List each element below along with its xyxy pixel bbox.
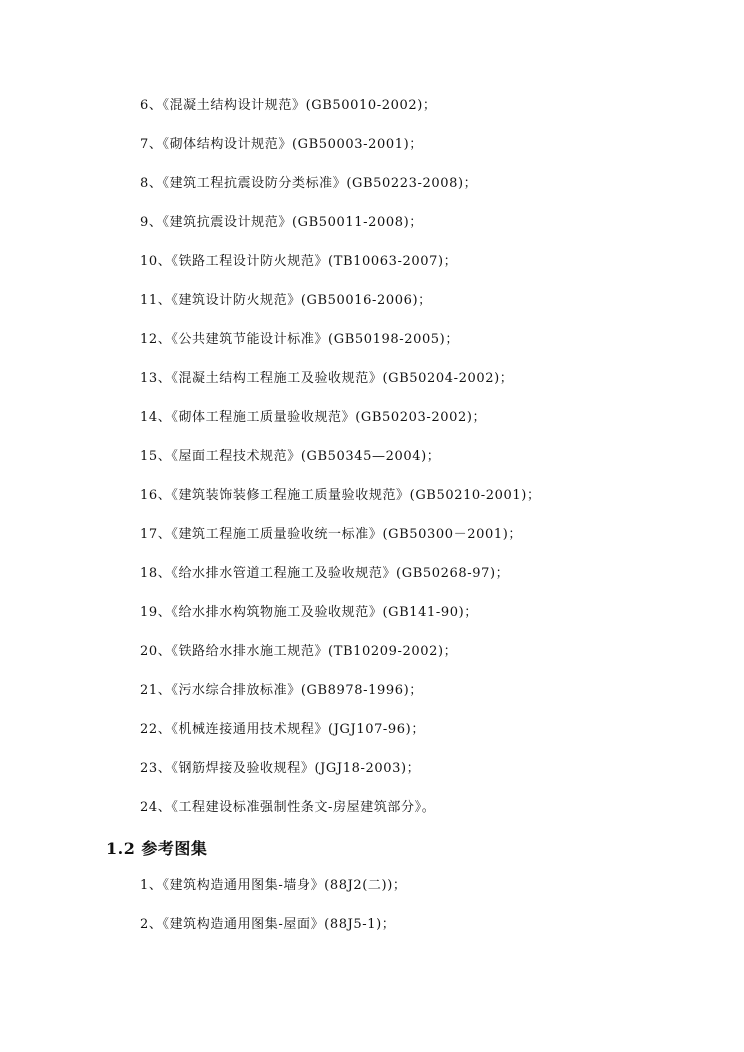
list-item: 2、《建筑构造通用图集-屋面》(88J5-1)； [140, 917, 396, 932]
list-item: 17、《建筑工程施工质量验收统一标准》(GB50300－2001)； [140, 527, 522, 542]
list-item: 19、《给水排水构筑物施工及验收规范》(GB141-90)； [140, 605, 478, 620]
list-item: 1、《建筑构造通用图集-墙身》(88J2(二))； [140, 878, 407, 893]
section-heading: 1.2 参考图集 [106, 839, 208, 858]
list-item: 12、《公共建筑节能设计标准》(GB50198-2005)； [140, 332, 459, 347]
list-item: 22、《机械连接通用技术规程》(JGJ107-96)； [140, 722, 425, 737]
list-item: 7、《砌体结构设计规范》(GB50003-2001)； [140, 137, 423, 152]
list-item: 16、《建筑装饰装修工程施工质量验收规范》(GB50210-2001)； [140, 488, 541, 503]
list-item: 24、《工程建设标准强制性条文-房屋建筑部分》。 [140, 800, 436, 815]
list-item: 6、《混凝土结构设计规范》(GB50010-2002)； [140, 98, 437, 113]
list-item: 20、《铁路给水排水施工规范》(TB10209-2002)； [140, 644, 458, 659]
list-item: 15、《屋面工程技术规范》(GB50345—2004)； [140, 449, 441, 464]
standards-list [140, 96, 730, 837]
list-item: 11、《建筑设计防火规范》(GB50016-2006)； [140, 293, 432, 308]
list-item: 10、《铁路工程设计防火规范》(TB10063-2007)； [140, 254, 458, 269]
list-item: 8、《建筑工程抗震设防分类标准》(GB50223-2008)； [140, 176, 478, 191]
list-item: 9、《建筑抗震设计规范》(GB50011-2008)； [140, 215, 423, 230]
list-item: 21、《污水综合排放标准》(GB8978-1996)； [140, 683, 423, 698]
list-item: 14、《砌体工程施工质量验收规范》(GB50203-2002)； [140, 410, 487, 425]
reference-atlas-list [140, 876, 730, 954]
list-item: 18、《给水排水管道工程施工及验收规范》(GB50268-97)； [140, 566, 510, 581]
list-item: 13、《混凝土结构工程施工及验收规范》(GB50204-2002)； [140, 371, 514, 386]
list-item: 23、《钢筋焊接及验收规程》(JGJ18-2003)； [140, 761, 421, 776]
